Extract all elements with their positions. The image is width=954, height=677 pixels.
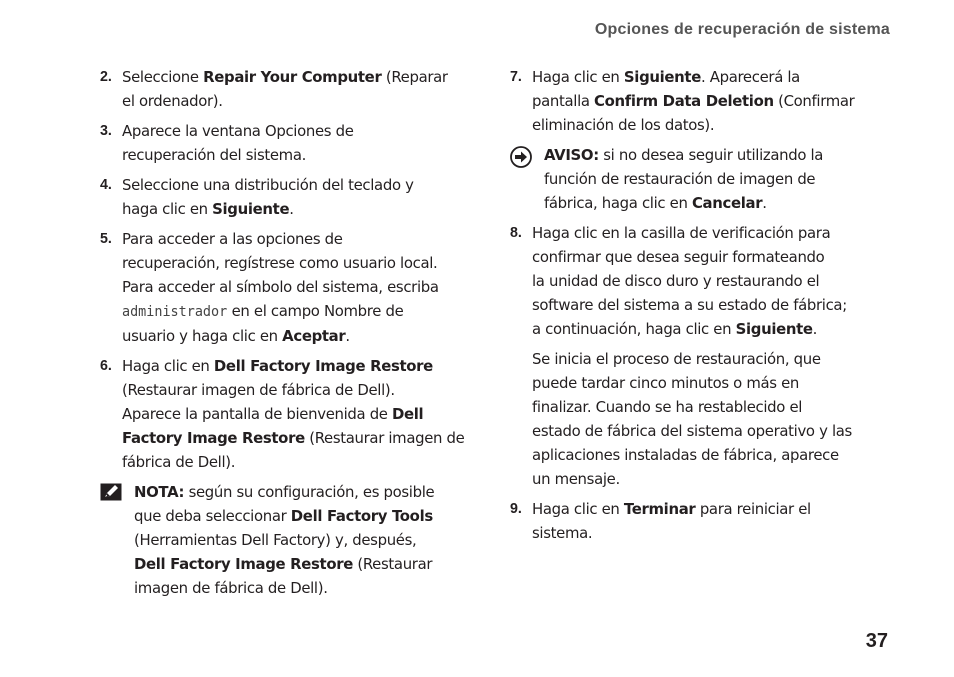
right-column [510,65,895,551]
step-2 [100,65,485,113]
step-text: Haga clic en Siguiente. Aparecerá la pantalla Confirm Data Deletion (Confirmar eliminación de los datos). [532,68,855,134]
step-text: Seleccione Repair Your Computer (Reparar el ordenador). [122,68,448,110]
step-number: 6. [100,357,112,374]
step-text: Haga clic en Terminar para reiniciar el sistema. [532,500,811,542]
pencil-note-icon [100,480,134,600]
step-9 [510,497,895,545]
step-4 [100,173,485,221]
step-8-paragraph: Se inicia el proceso de restauración, que puede tardar cinco minutos o más en finalizar. Cuando se ha restablecido el estado de fábrica del sistema operativo y las aplicaciones instaladas de fábrica, aparece un mensaje. [532,350,852,488]
step-number: 7. [510,68,522,85]
left-column [100,65,485,606]
note-block [100,480,485,600]
step-8 [510,221,895,341]
notice-block [510,143,895,215]
arrow-circle-notice-icon [510,143,544,215]
step-3 [100,119,485,167]
step-text: Seleccione una distribución del teclado y haga clic en Siguiente. [122,176,414,218]
page-number: 37 [865,630,888,652]
notice-text: AVISO: si no desea seguir utilizando la función de restauración de imagen de fábrica, haga clic en Cancelar. [544,146,824,212]
step-6 [100,354,485,474]
section-title: Opciones de recuperación de sistema [594,21,890,38]
step-text: Haga clic en la casilla de verificación para confirmar que desea seguir formateando la unidad de disco duro y restaurando el software del sistema a su estado de fábrica; a continuación, haga clic en Siguiente. [532,224,847,338]
step-7 [510,65,895,137]
step-number: 3. [100,122,112,139]
step-number: 8. [510,224,522,241]
step-text: Haga clic en Dell Factory Image Restore (Restaurar imagen de fábrica de Dell). Aparece la pantalla de bienvenida de Dell Factory Image Restore (Restaurar imagen de fábrica de Dell). [122,357,465,471]
step-number: 9. [510,500,522,517]
step-number: 2. [100,68,112,85]
step-5 [100,227,485,348]
step-text: Para acceder a las opciones de recuperación, regístrese como usuario local. Para acceder al símbolo del sistema, escriba administrador en el campo Nombre de usuario y haga clic en Aceptar. [122,230,439,345]
step-text: Aparece la ventana Opciones de recuperación del sistema. [122,122,354,164]
note-text: NOTA: según su configuración, es posible que deba seleccionar Dell Factory Tools (Herramientas Dell Factory) y, después, Dell Factory Image Restore (Restaurar imagen de fábrica de Dell). [134,483,435,597]
username-code: administrador [122,304,228,320]
step-number: 5. [100,230,112,247]
step-number: 4. [100,176,112,193]
